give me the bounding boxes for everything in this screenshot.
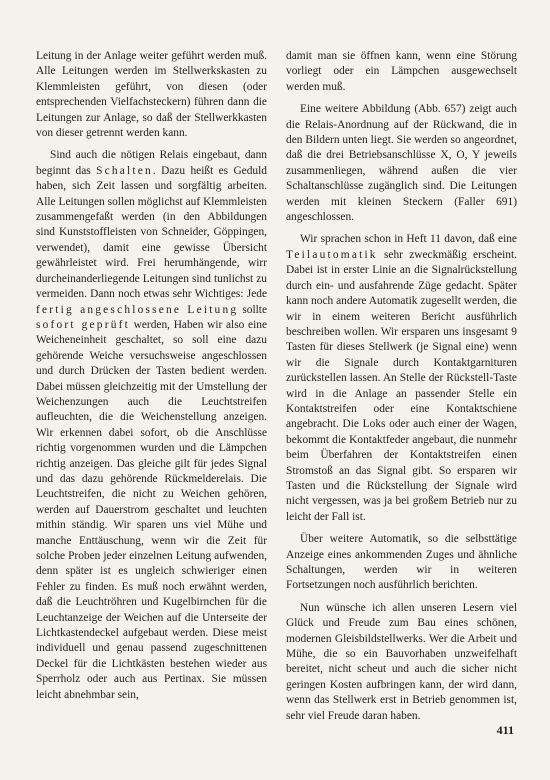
spaced-text: sofort geprüft [36, 318, 130, 331]
spaced-text: Schalten [96, 164, 153, 177]
paragraph: Leitung in der Anlage weiter geführt werden muß. Alle Leitungen werden im Stellwerkskasten zu Klemmleisten geführt, von diesen (oder entsprechenden Vielfachsteckern) führen dann die Leitungen zur Anlage, so daß der Stellwerkkasten von dieser getrennt werden kann. [36, 50, 267, 140]
paragraph: Eine weitere Abbildung (Abb. 657) zeigt auch die Relais-Anordnung auf der Rückwand, die in den Bildern unten liegt. Sie werden so angeordnet, daß die drei Betriebsanschlüsse X, O, Y jeweils zusammenliegen, während außen die vier Schaltanschlüsse zugänglich sind. Die Leitungen werden mit kleinen Steckern (Faller 691) angeschlossen. [286, 103, 517, 224]
spaced-text: Teilautomatik [286, 248, 378, 261]
text-run: Wir sprachen schon in Heft 11 davon, daß eine [300, 233, 517, 246]
text-run: sollte [238, 303, 267, 316]
left-text-column [36, 49, 267, 703]
paragraph [36, 148, 267, 703]
right-text-column [286, 49, 517, 724]
text-run: sehr zweckmäßig erscheint. Dabei ist in erster Linie an die Signalrückstellung durch ein- und ausfahrende Züge gedacht. Später kann noch andere Automatik zugesellt werden, die wir in einem weiteren Bericht ausführlich beschreiben wollen. Wir ersparen uns insgesamt 9 Tasten für dieses Stellwerk (je Signal eine) wenn wir die Signale durch Kontaktgarnituren zurückstellen lassen. An Stelle der Rückstell-Taste wird in die Anlage an passender Stelle ein Kontaktstreifen oder eine Kontaktschiene angebracht. Die Loks oder auch einer der Wagen, bekommt die Kontaktfeder angebaut, die nunmehr beim Überfahren der Kontaktstreifen einen Stromstoß an das Signal gibt. So ersparen wir Tasten und die Rückstellung der Signale wird nicht vergessen, was ja bei großem Betrieb nur zu leicht der Fall ist. [286, 248, 517, 523]
paragraph: Nun wünsche ich allen unseren Lesern viel Glück und Freude zum Bau eines schönen, modernen Gleisbildstellwerks. Wer die Arbeit und Mühe, die so ein Bauvorhaben unzweifelhaft bereitet, nicht scheut und auch die sicher nicht geringen Kosten aufbringen kann, der wird dann, wenn das Stellwerk erst in Betrieb genommen ist, sehr viel Freude daran haben. [286, 601, 517, 722]
text-run: Sind auch die nötigen Relais eingebaut, dann beginnt das [36, 149, 267, 177]
paragraph [286, 232, 517, 525]
paragraph: damit man sie öffnen kann, wenn eine Störung vorliegt oder ein Lämpchen ausgewechselt werden muß. [286, 50, 517, 93]
spaced-text: fertig angeschlossene Leitung [36, 303, 239, 316]
text-run: . Dazu heißt es Geduld haben, sich Zeit lassen und sorgfältig arbeiten. Alle Leitungen sollen möglichst auf Klemmleisten zusammengefaßt werden (in den Abbildungen sind Kunststoffleisten von Schneider, Göppingen, verwendet), damit eine gewisse Übersicht gewährleistet wird. Frei herumhängende, wirr durcheinanderliegende Leitungen sind tunlichst zu vermeiden. Dann noch etwas sehr Wichtiges: Jede [36, 164, 267, 301]
page-number: 411 [496, 723, 514, 737]
text-run: werden, Haben wir also eine Weicheneinheit geschaltet, so soll eine dazu gehörende Weiche versuchsweise angeschlossen und durch Drücken der Tasten bedient werden. Dabei müssen gleichzeitig mit der Umstellung der Weichenzungen auch die Leuchtstreifen aufleuchten, die die Weichenstellung anzeigen. Wir erkennen dabei sofort, ob die Anschlüsse richtig vorgenommen wurden und die Lämpchen richtig anzeigen. Das gleiche gilt für jedes Signal und das dazu gehörende Rückmelderelais. Die Leuchtstreifen, die nicht zu Weichen gehören, werden auf Dauerstrom geschaltet und leuchten mithin ständig. Wir sparen uns viel Mühe und manche Enttäuschung, wenn wir die Zeit für solche Proben jeder einzelnen Leitung aufwenden, denn später ist es ungleich schwieriger einen Fehler zu finden. Es muß noch erwähnt werden, daß die Leuchtröhren und Kugelbirnchen für die Leuchtanzeige der Weichen auf die Unterseite der Lichtkastendeckel aufgebaut werden. Diese meist individuell und genau passend zugeschnittenen Deckel für die Lichtkästen bestehen wieder aus Sperrholz oder auch aus Pertinax. Sie müssen leicht abnehmbar sein, [36, 318, 268, 701]
paragraph: Über weitere Automatik, so die selbsttätige Anzeige eines ankommenden Zuges und ähnliche Schaltungen, werden wir in weiteren Fortsetzungen noch ausführlich berichten. [286, 533, 517, 592]
